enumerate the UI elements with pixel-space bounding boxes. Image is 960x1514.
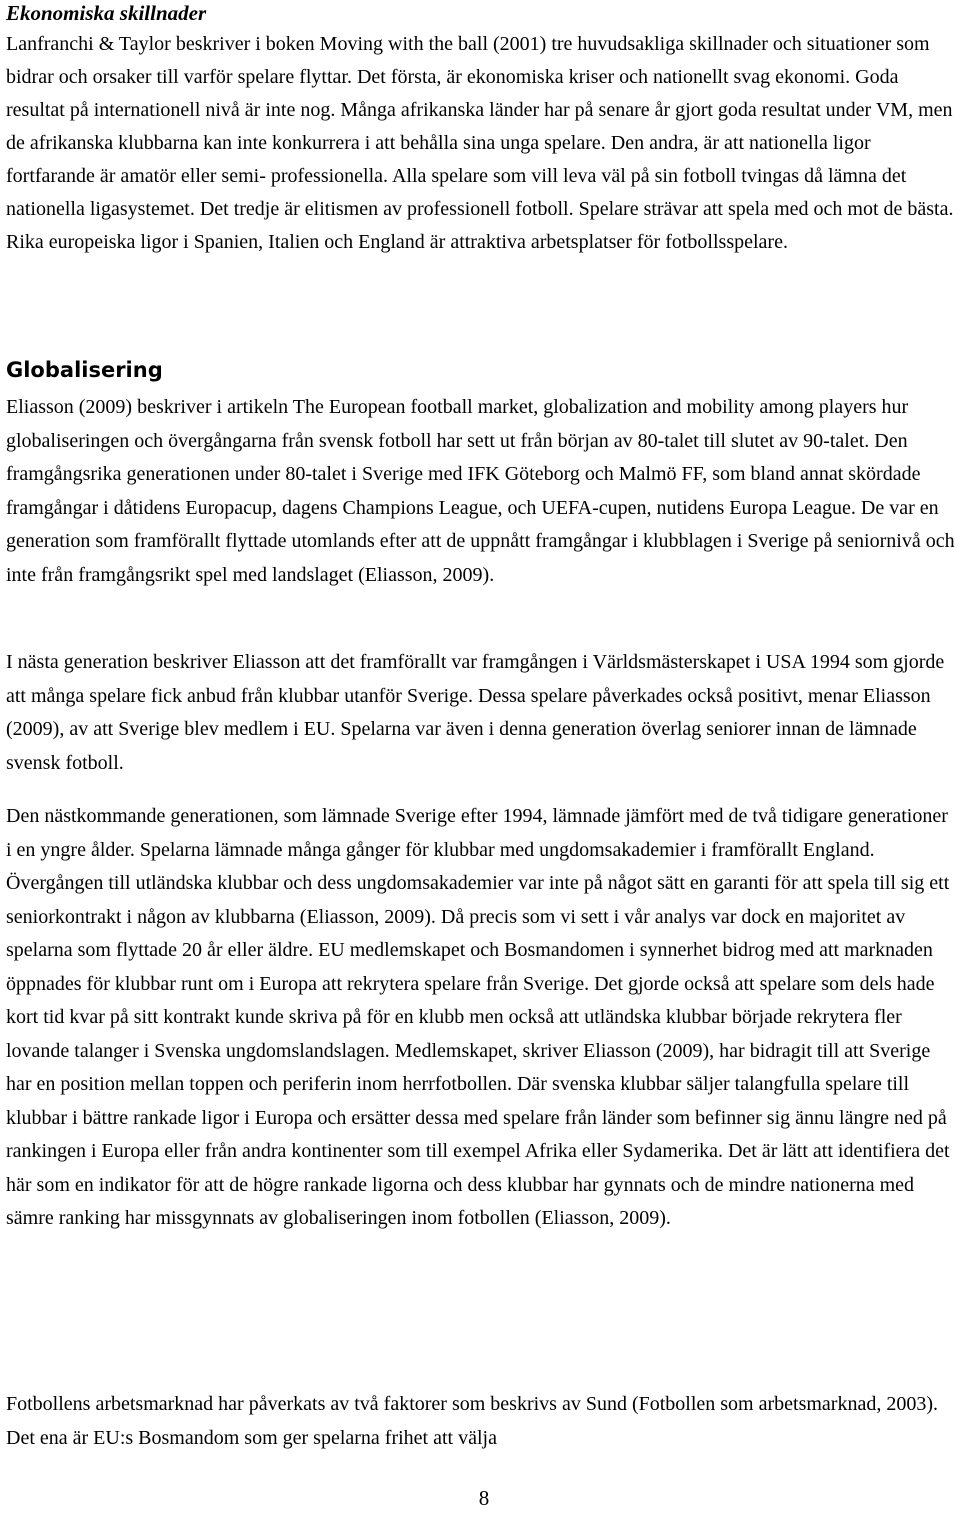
paragraph-globalization-3: Den nästkommande generationen, som lämnade Sverige efter 1994, lämnade jämfört med de två tidigare generationer i en yngre ålder. Spelarna lämnade många gånger för klubbar med ungdomsakademier i framförallt England. Övergången till utländska klubbar och dess ungdomsakademier var inte på något sätt en garanti för att spela till sig ett seniorkontrakt i någon av klubbarna (Eliasson, 2009). Då precis som vi sett i vår analys var dock en majoritet av spelarna som flyttade 20 år eller äldre. EU medlemskapet och Bosmandomen i synnerhet bidrog med att marknaden öppnades för klubbar runt om i Europa att rekrytera spelare från Sverige. Det gjorde också att spelare som dels hade kort tid kvar på sitt kontrakt kunde skriva på för en klubb men också att utländska klubbar började rekrytera fler lovande talanger i Svenska ungdomslandslagen. Medlemskapet, skriver Eliasson (2009), har bidragit till att Sverige har en position mellan toppen och periferin inom herrfotbollen. Där svenska klubbar säljer talangfulla spelare till klubbar i bättre rankade ligor i Europa och ersätter dessa med spelare från länder som befinner sig ännu längre ned på rankingen i Europa eller från andra kontinenter som till exempel Afrika eller Sydamerika. Det är lätt att identifiera det här som en indikator för att de högre rankade ligorna och dess klubbar har gynnats och de mindre nationerna med sämre ranking har missgynnats av globaliseringen inom fotbollen (Eliasson, 2009). (6, 805, 950, 1229)
page-number: 8 (478, 1486, 490, 1510)
paragraph-labor-market: Fotbollens arbetsmarknad har påverkats av två faktorer som beskrivs av Sund (Fotbollen som arbetsmarknad, 2003). Det ena är EU:s Bosmandom som ger spelarna frihet att välja (6, 1393, 939, 1449)
paragraph-globalization-1: Eliasson (2009) beskriver i artikeln The European football market, globalization and mobility among players hur globaliseringen och övergångarna från svensk fotboll har sett ut från början av 80-talet till slutet av 90-talet. Den framgångsrika generationen under 80-talet i Sverige med IFK Göteborg och Malmö FF, som bland annat skördade framgångar i dåtidens Europacup, dagens Champions League, och UEFA-cupen, nutidens Europa League. De var en generation som framförallt flyttade utomlands efter att de uppnått framgångar i klubblagen i Sverige på seniornivå och inte från framgångsrikt spel med landslaget (Eliasson, 2009). (6, 396, 955, 586)
heading-globalization: Globalisering (6, 358, 163, 382)
paragraph-economic-differences: Lanfranchi & Taylor beskriver i boken Moving with the ball (2001) tre huvudsakliga skillnader och situationer som bidrar och orsaker till varför spelare flyttar. Det första, är ekonomiska kriser och nationellt svag ekonomi. Goda resultat på internationell nivå är inte nog. Många afrikanska länder har på senare år gjort goda resultat under VM, men de afrikanska klubbarna kan inte konkurrera i att behålla sina unga spelare. Den andra, är att nationella ligor fortfarande är amatör eller semi- professionella. Alla spelare som vill leva väl på sin fotboll tvingas då lämna det nationella ligasystemet. Det tredje är elitismen av professionell fotboll. Spelare strävar att spela med och mot de bästa. Rika europeiska ligor i Spanien, Italien och England är attraktiva arbetsplatser för fotbollsspelare. (6, 33, 954, 253)
heading-economic-differences: Ekonomiska skillnader (6, 1, 207, 25)
document-page (6, 0, 956, 1449)
paragraph-globalization-2: I nästa generation beskriver Eliasson att det framförallt var framgången i Världsmästerskapet i USA 1994 som gjorde att många spelare fick anbud från klubbar utanför Sverige. Dessa spelare påverkades också positivt, menar Eliasson (2009), av att Sverige blev medlem i EU. Spelarna var även i denna generation överlag seniorer innan de lämnade svensk fotboll. (6, 651, 945, 774)
